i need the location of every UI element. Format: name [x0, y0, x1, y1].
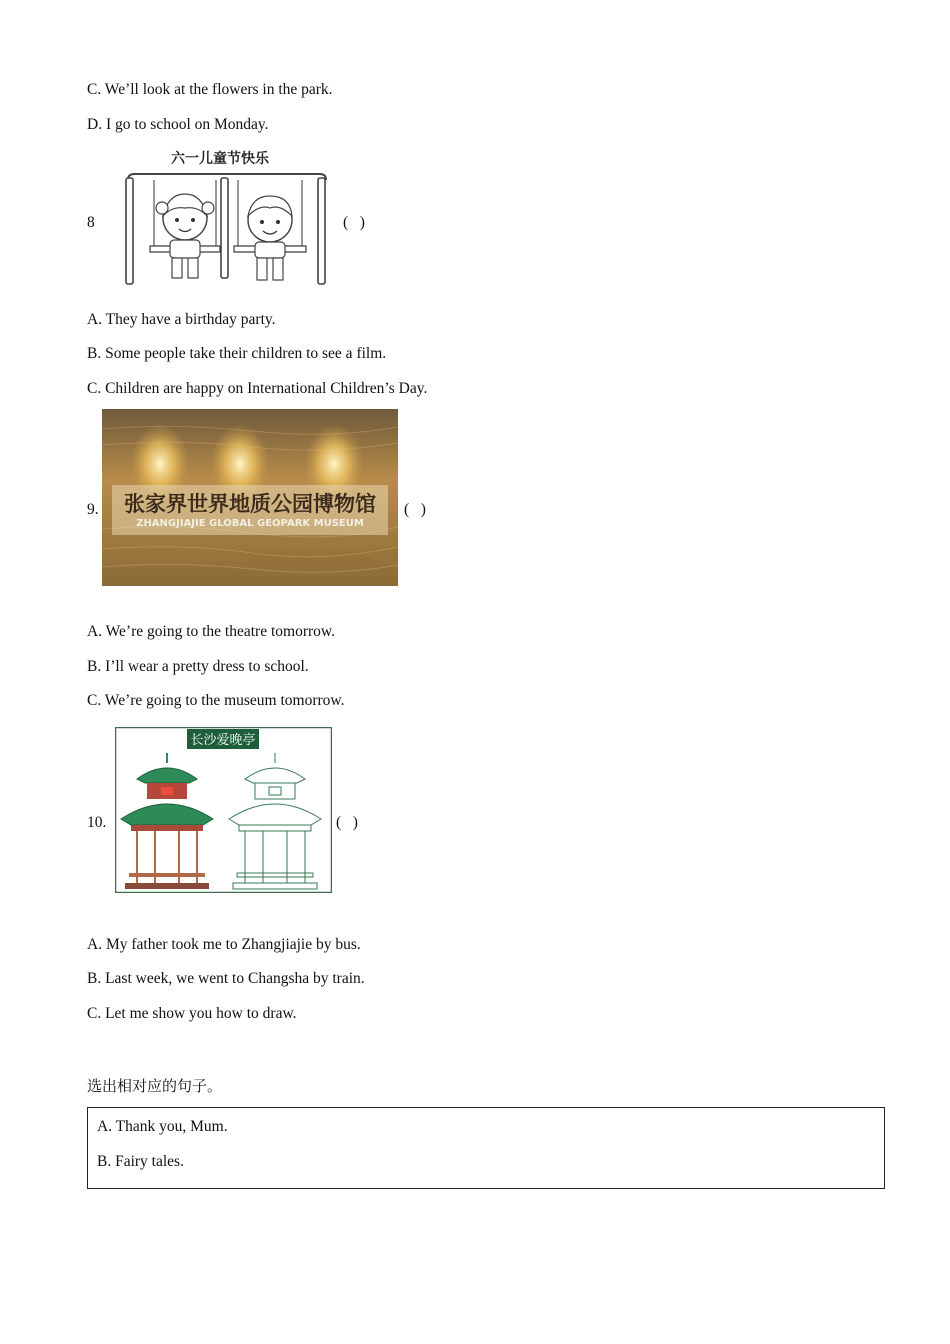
museum-sign-image — [102, 409, 398, 586]
box-option-a: A. Thank you, Mum. — [97, 1118, 228, 1135]
q9-number: 9. — [87, 501, 99, 518]
aiwan-pavilion-image — [115, 727, 332, 893]
q9-option-b: B. I’ll wear a pretty dress to school. — [87, 658, 309, 675]
options-box — [87, 1107, 885, 1189]
museum-sign-chinese: 张家界世界地质公园博物馆 — [124, 492, 376, 516]
q8-answer-blank: ( ) — [343, 214, 365, 231]
q9-option-a: A. We’re going to the theatre tomorrow. — [87, 623, 335, 640]
q10-option-b: B. Last week, we went to Changsha by train. — [87, 970, 365, 987]
q9-option-c: C. We’re going to the museum tomorrow. — [87, 692, 345, 709]
children-day-caption: 六一儿童节快乐 — [171, 151, 269, 167]
q9-answer-blank: ( ) — [404, 501, 426, 518]
q10-option-a: A. My father took me to Zhangjiajie by bus. — [87, 936, 361, 953]
q10-answer-blank: ( ) — [336, 814, 358, 831]
q8-number: 8 — [87, 214, 95, 231]
q7-option-c: C. We’ll look at the flowers in the park. — [87, 81, 333, 98]
children-day-swing-image — [120, 146, 330, 288]
q10-number: 10. — [87, 814, 107, 831]
q8-option-b: B. Some people take their children to see a film. — [87, 345, 387, 362]
q10-option-c: C. Let me show you how to draw. — [87, 1005, 297, 1022]
q8-option-c: C. Children are happy on International Children’s Day. — [87, 380, 428, 397]
q8-option-a: A. They have a birthday party. — [87, 311, 276, 328]
pavilion-caption: 长沙爱晚亭 — [190, 733, 256, 748]
museum-sign-english: ZHANGJIAJIE GLOBAL GEOPARK MUSEUM — [136, 518, 364, 529]
section-instruction: 选出相对应的句子。 — [87, 1077, 223, 1095]
q7-option-d: D. I go to school on Monday. — [87, 116, 269, 133]
box-option-b: B. Fairy tales. — [97, 1153, 184, 1170]
